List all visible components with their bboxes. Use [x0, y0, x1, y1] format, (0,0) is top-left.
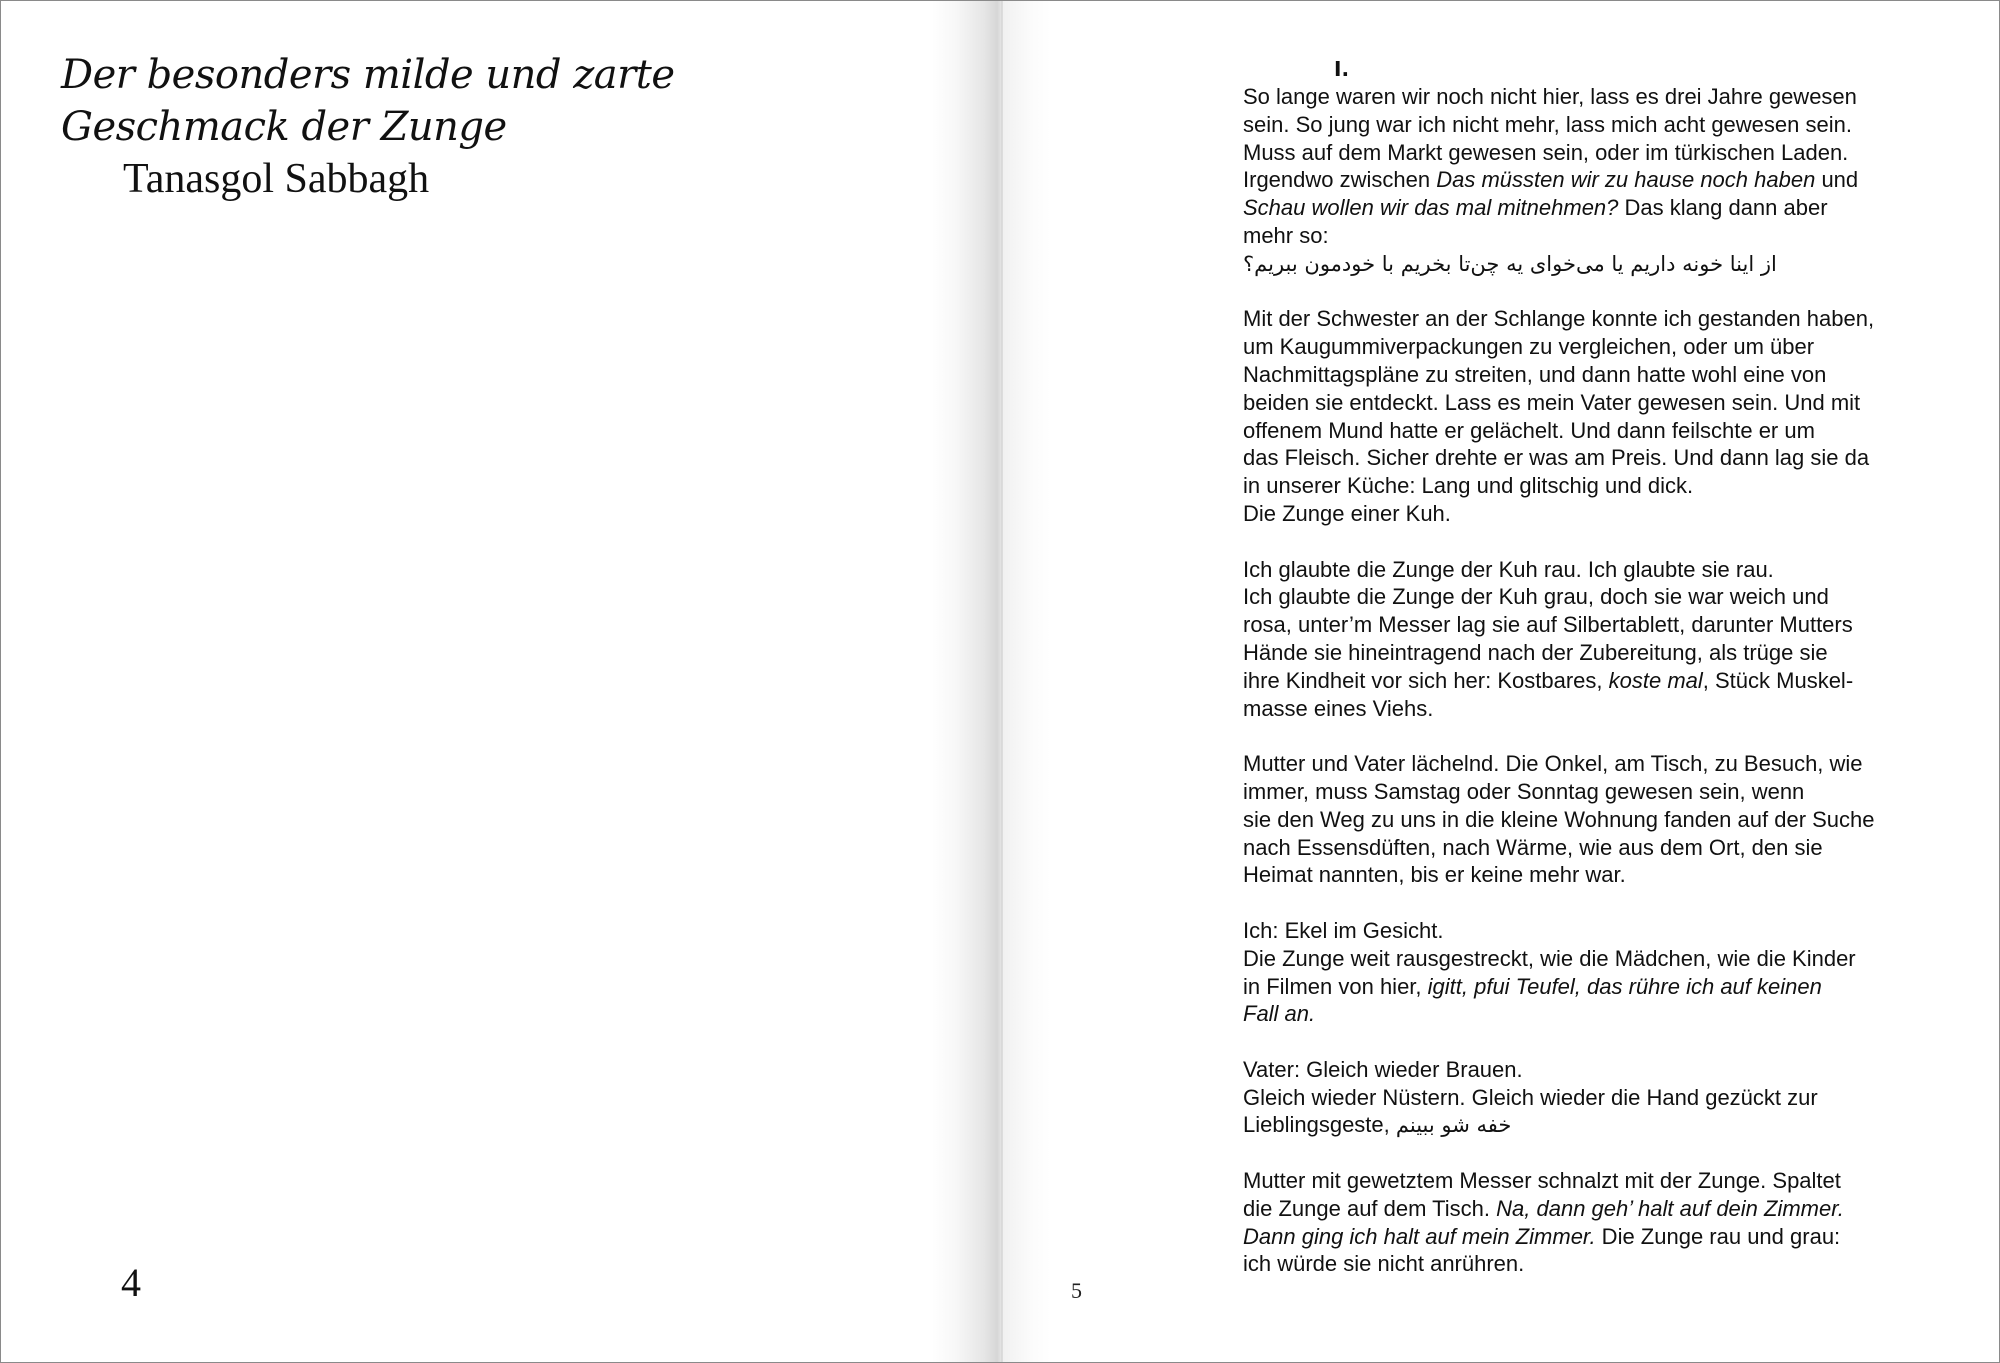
text-line: Heimat nannten, bis er keine mehr war. [1243, 862, 1626, 888]
paragraph-3 [1243, 556, 1963, 723]
text-line [1243, 166, 1963, 194]
text-line: Nachmittagspläne zu streiten, und dann hatte wohl eine von [1243, 361, 1827, 387]
text-line: Mit der Schwester an der Schlange konnte ich gestanden haben, [1243, 306, 1875, 332]
text-line: Ich glaubte die Zunge der Kuh grau, doch sie war weich und [1243, 584, 1829, 610]
right-page [1001, 1, 1999, 1362]
text-line: in unserer Küche: Lang und glitschig und dick. [1243, 473, 1694, 499]
title-block [61, 49, 881, 205]
italic-quote: igitt, pfui Teufel, das rühre ich auf keinen [1427, 973, 1822, 999]
persian-line [1243, 250, 1963, 278]
text-span: Die Zunge rau und grau: [1595, 1223, 1841, 1249]
text-line: Die Zunge weit rausgestreckt, wie die Mädchen, wie die Kinder [1243, 945, 1856, 971]
title-line-2: Geschmack der Zunge [61, 104, 507, 150]
text-line: Vater: Gleich wieder Brauen. [1243, 1056, 1523, 1082]
text-line: das Fleisch. Sicher drehte er was am Preis. Und dann lag sie da [1243, 445, 1870, 471]
italic-quote: Dann ging ich halt auf mein Zimmer. [1243, 1223, 1596, 1249]
italic-quote: Schau wollen wir das mal mitnehmen? [1243, 195, 1619, 221]
section-number: I. [1334, 57, 1350, 81]
paragraph-4 [1243, 750, 1963, 889]
text-line [1243, 194, 1963, 222]
persian-text: خفه شو ببینم [1395, 1113, 1512, 1138]
italic-quote: Das müssten wir zu hause noch haben [1436, 167, 1816, 193]
body-text [1243, 83, 1963, 1306]
text-line: Muss auf dem Markt gewesen sein, oder im türkischen Laden. [1243, 139, 1849, 165]
text-span: Irgendwo zwischen [1243, 167, 1437, 193]
page-number-right: 5 [1071, 1278, 1082, 1303]
text-line: Gleich wieder Nüstern. Gleich wieder die Hand gezückt zur [1243, 1084, 1818, 1110]
text-line: ich würde sie nicht anrühren. [1243, 1251, 1525, 1277]
text-line: Mutter und Vater lächelnd. Die Onkel, am Tisch, zu Besuch, wie [1243, 751, 1863, 777]
title-line-1: Der besonders milde und zarte [61, 52, 675, 98]
text-line [1243, 1111, 1963, 1139]
text-span: die Zunge auf dem Tisch. [1243, 1195, 1497, 1221]
text-line: So lange waren wir noch nicht hier, lass es drei Jahre gewesen [1243, 84, 1857, 109]
text-line: sie den Weg zu uns in die kleine Wohnung fanden auf der Suche [1243, 806, 1875, 832]
text-line: nach Essensdüften, nach Wärme, wie aus dem Ort, den sie [1243, 834, 1823, 860]
left-page [1, 1, 993, 1362]
text-line: immer, muss Samstag oder Sonntag gewesen sein, wenn [1243, 778, 1805, 804]
author-name: Tanasgol Sabbagh [123, 156, 430, 202]
text-line: Hände sie hineintragend nach der Zubereitung, als trüge sie [1243, 639, 1828, 665]
paragraph-7 [1243, 1167, 1963, 1278]
text-line: Die Zunge einer Kuh. [1243, 500, 1451, 526]
page-number-left: 4 [121, 1260, 141, 1305]
text-line: Ich: Ekel im Gesicht. [1243, 917, 1444, 943]
text-span: Lieblingsgeste, [1243, 1112, 1396, 1138]
italic-quote: Na, dann geh’ halt auf dein Zimmer. [1496, 1195, 1844, 1221]
text-line: masse eines Viehs. [1243, 695, 1434, 721]
paragraph-6 [1243, 1056, 1963, 1139]
text-line: Fall an. [1243, 1001, 1316, 1027]
text-line: sein. So jung war ich nicht mehr, lass mich acht gewesen sein. [1243, 111, 1852, 137]
text-line: offenem Mund hatte er gelächelt. Und dann feilschte er um [1243, 417, 1815, 443]
text-span: Das klang dann aber [1618, 195, 1828, 221]
text-span: und [1815, 167, 1859, 193]
text-line [1243, 667, 1963, 695]
text-span: , Stück Muskel- [1702, 667, 1854, 693]
gutter-shadow-left [931, 1, 1003, 1362]
paragraph-2 [1243, 305, 1963, 527]
text-line [1243, 973, 1963, 1001]
text-line [1243, 1195, 1963, 1223]
text-line: mehr so: [1243, 222, 1329, 248]
text-line: um Kaugummiverpackungen zu vergleichen, oder um über [1243, 334, 1815, 360]
text-line [1243, 1223, 1963, 1251]
italic-quote: koste mal [1608, 667, 1703, 693]
persian-text: از اینا خونه داریم یا می‌خوای یه چن‌تا بخریم با خودمون ببریم؟ [1243, 251, 1777, 276]
text-line: Ich glaubte die Zunge der Kuh rau. Ich glaubte sie rau. [1243, 556, 1774, 582]
text-span: ihre Kindheit vor sich her: Kostbares, [1243, 667, 1609, 693]
paragraph-5 [1243, 917, 1963, 1028]
text-line: rosa, unter’m Messer lag sie auf Silbertablett, darunter Mutters [1243, 612, 1853, 638]
text-line: beiden sie entdeckt. Lass es mein Vater gewesen sein. Und mit [1243, 389, 1861, 415]
text-line: Mutter mit gewetztem Messer schnalzt mit der Zunge. Spaltet [1243, 1168, 1841, 1194]
text-span: in Filmen von hier, [1243, 973, 1428, 999]
paragraph-1 [1243, 83, 1963, 278]
